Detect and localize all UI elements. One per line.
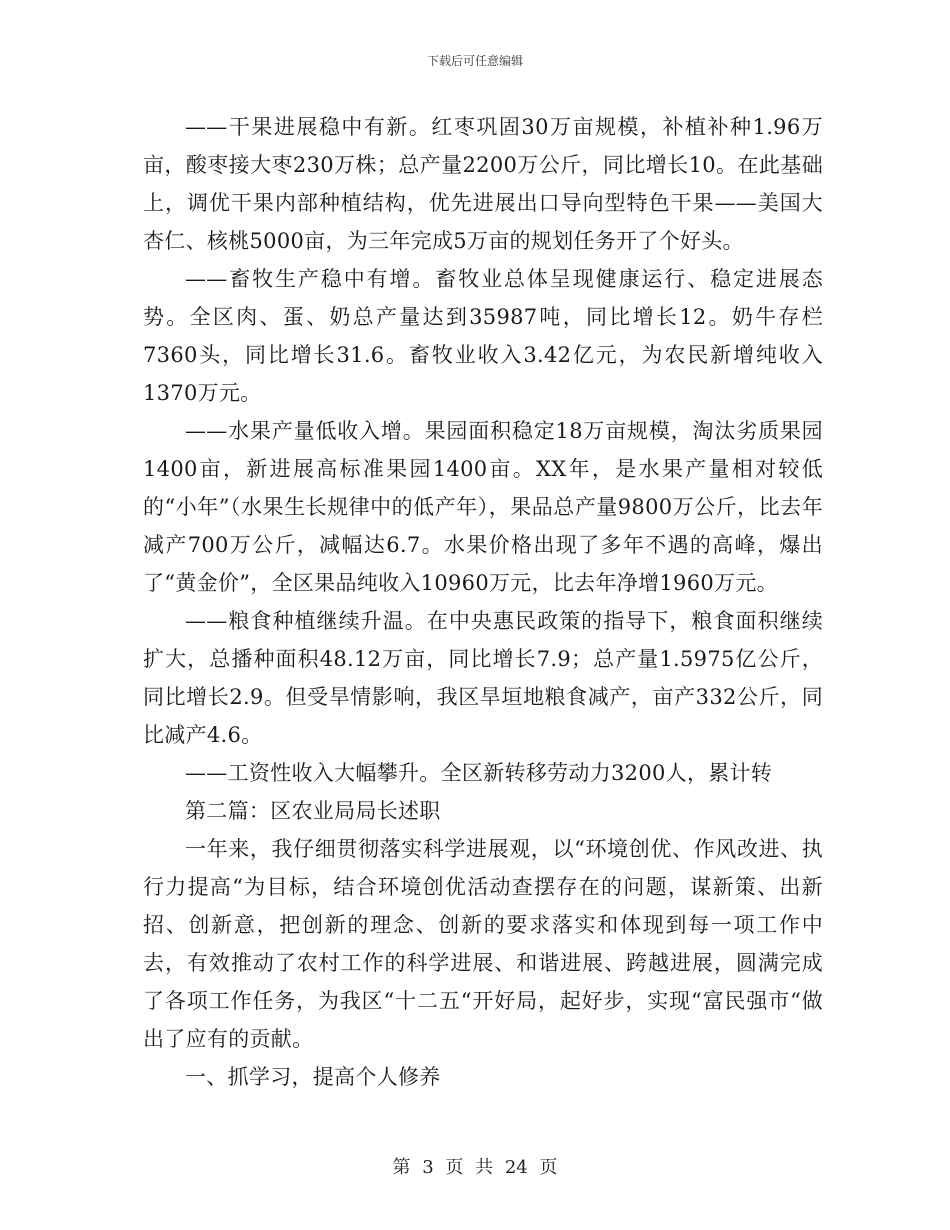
subheading-study: 一、抓学习，提高个人修养 (185, 1065, 441, 1089)
paragraph-wage-income: ——工资性收入大幅攀升。全区新转移劳动力3200人，累计转 (185, 761, 773, 785)
paragraph-livestock: ——畜牧生产稳中有增。畜牧业总体呈现健康运行、稳定进展态势。全区肉、蛋、奶总产量达到35987吨，同比增长12。奶牛存栏7360头，同比增长31.6。畜牧业收入3.42亿元，为农民新增纯收入1370万元。 (143, 267, 823, 405)
section-title-part-two: 第二篇：区农业局局长述职 (185, 799, 441, 823)
page-number: 第 3 页 共 24 页 (392, 1157, 558, 1178)
paragraph-intro-report: 一年来，我仔细贯彻落实科学进展观，以“环境创优、作风改进、执行力提高“为目标，结合环境创优活动查摆存在的问题，谋新策、出新招、创新意，把创新的理念、创新的要求落实和体现到每一项工作中去，有效推动了农村工作的科学进展、和谐进展、跨越进展，圆满完成了各项工作任务，为我区“十二五“开好局，起好步，实现“富民强市“做出了应有的贡献。 (143, 837, 823, 1051)
paragraph-fruit: ——水果产量低收入增。果园面积稳定18万亩规模，淘汰劣质果园1400亩，新进展高标准果园1400亩。XX年，是水果产量相对较低的“小年”（水果生长规律中的低产年），果品总产量9800万公斤，比去年减产700万公斤，减幅达6.7。水果价格出现了多年不遇的高峰，爆出了“黄金价”，全区果品纯收入10960万元，比去年净增1960万元。 (143, 419, 823, 595)
header-note: 下载后可任意编辑 (426, 54, 523, 68)
document-body (143, 108, 823, 1096)
paragraph-grain: ——粮食种植继续升温。在中央惠民政策的指导下，粮食面积继续扩大，总播种面积48.12万亩，同比增长7.9；总产量1.5975亿公斤，同比增长2.9。但受旱情影响，我区旱垣地粮食减产，亩产332公斤，同比减产4.6。 (143, 609, 823, 747)
paragraph-dried-fruit: ——干果进展稳中有新。红枣巩固30万亩规模，补植补种1.96万亩，酸枣接大枣230万株；总产量2200万公斤，同比增长10。在此基础上，调优干果内部种植结构，优先进展出口导向型特色干果——美国大杏仁、核桃5000亩，为三年完成5万亩的规划任务开了个好头。 (143, 115, 823, 253)
